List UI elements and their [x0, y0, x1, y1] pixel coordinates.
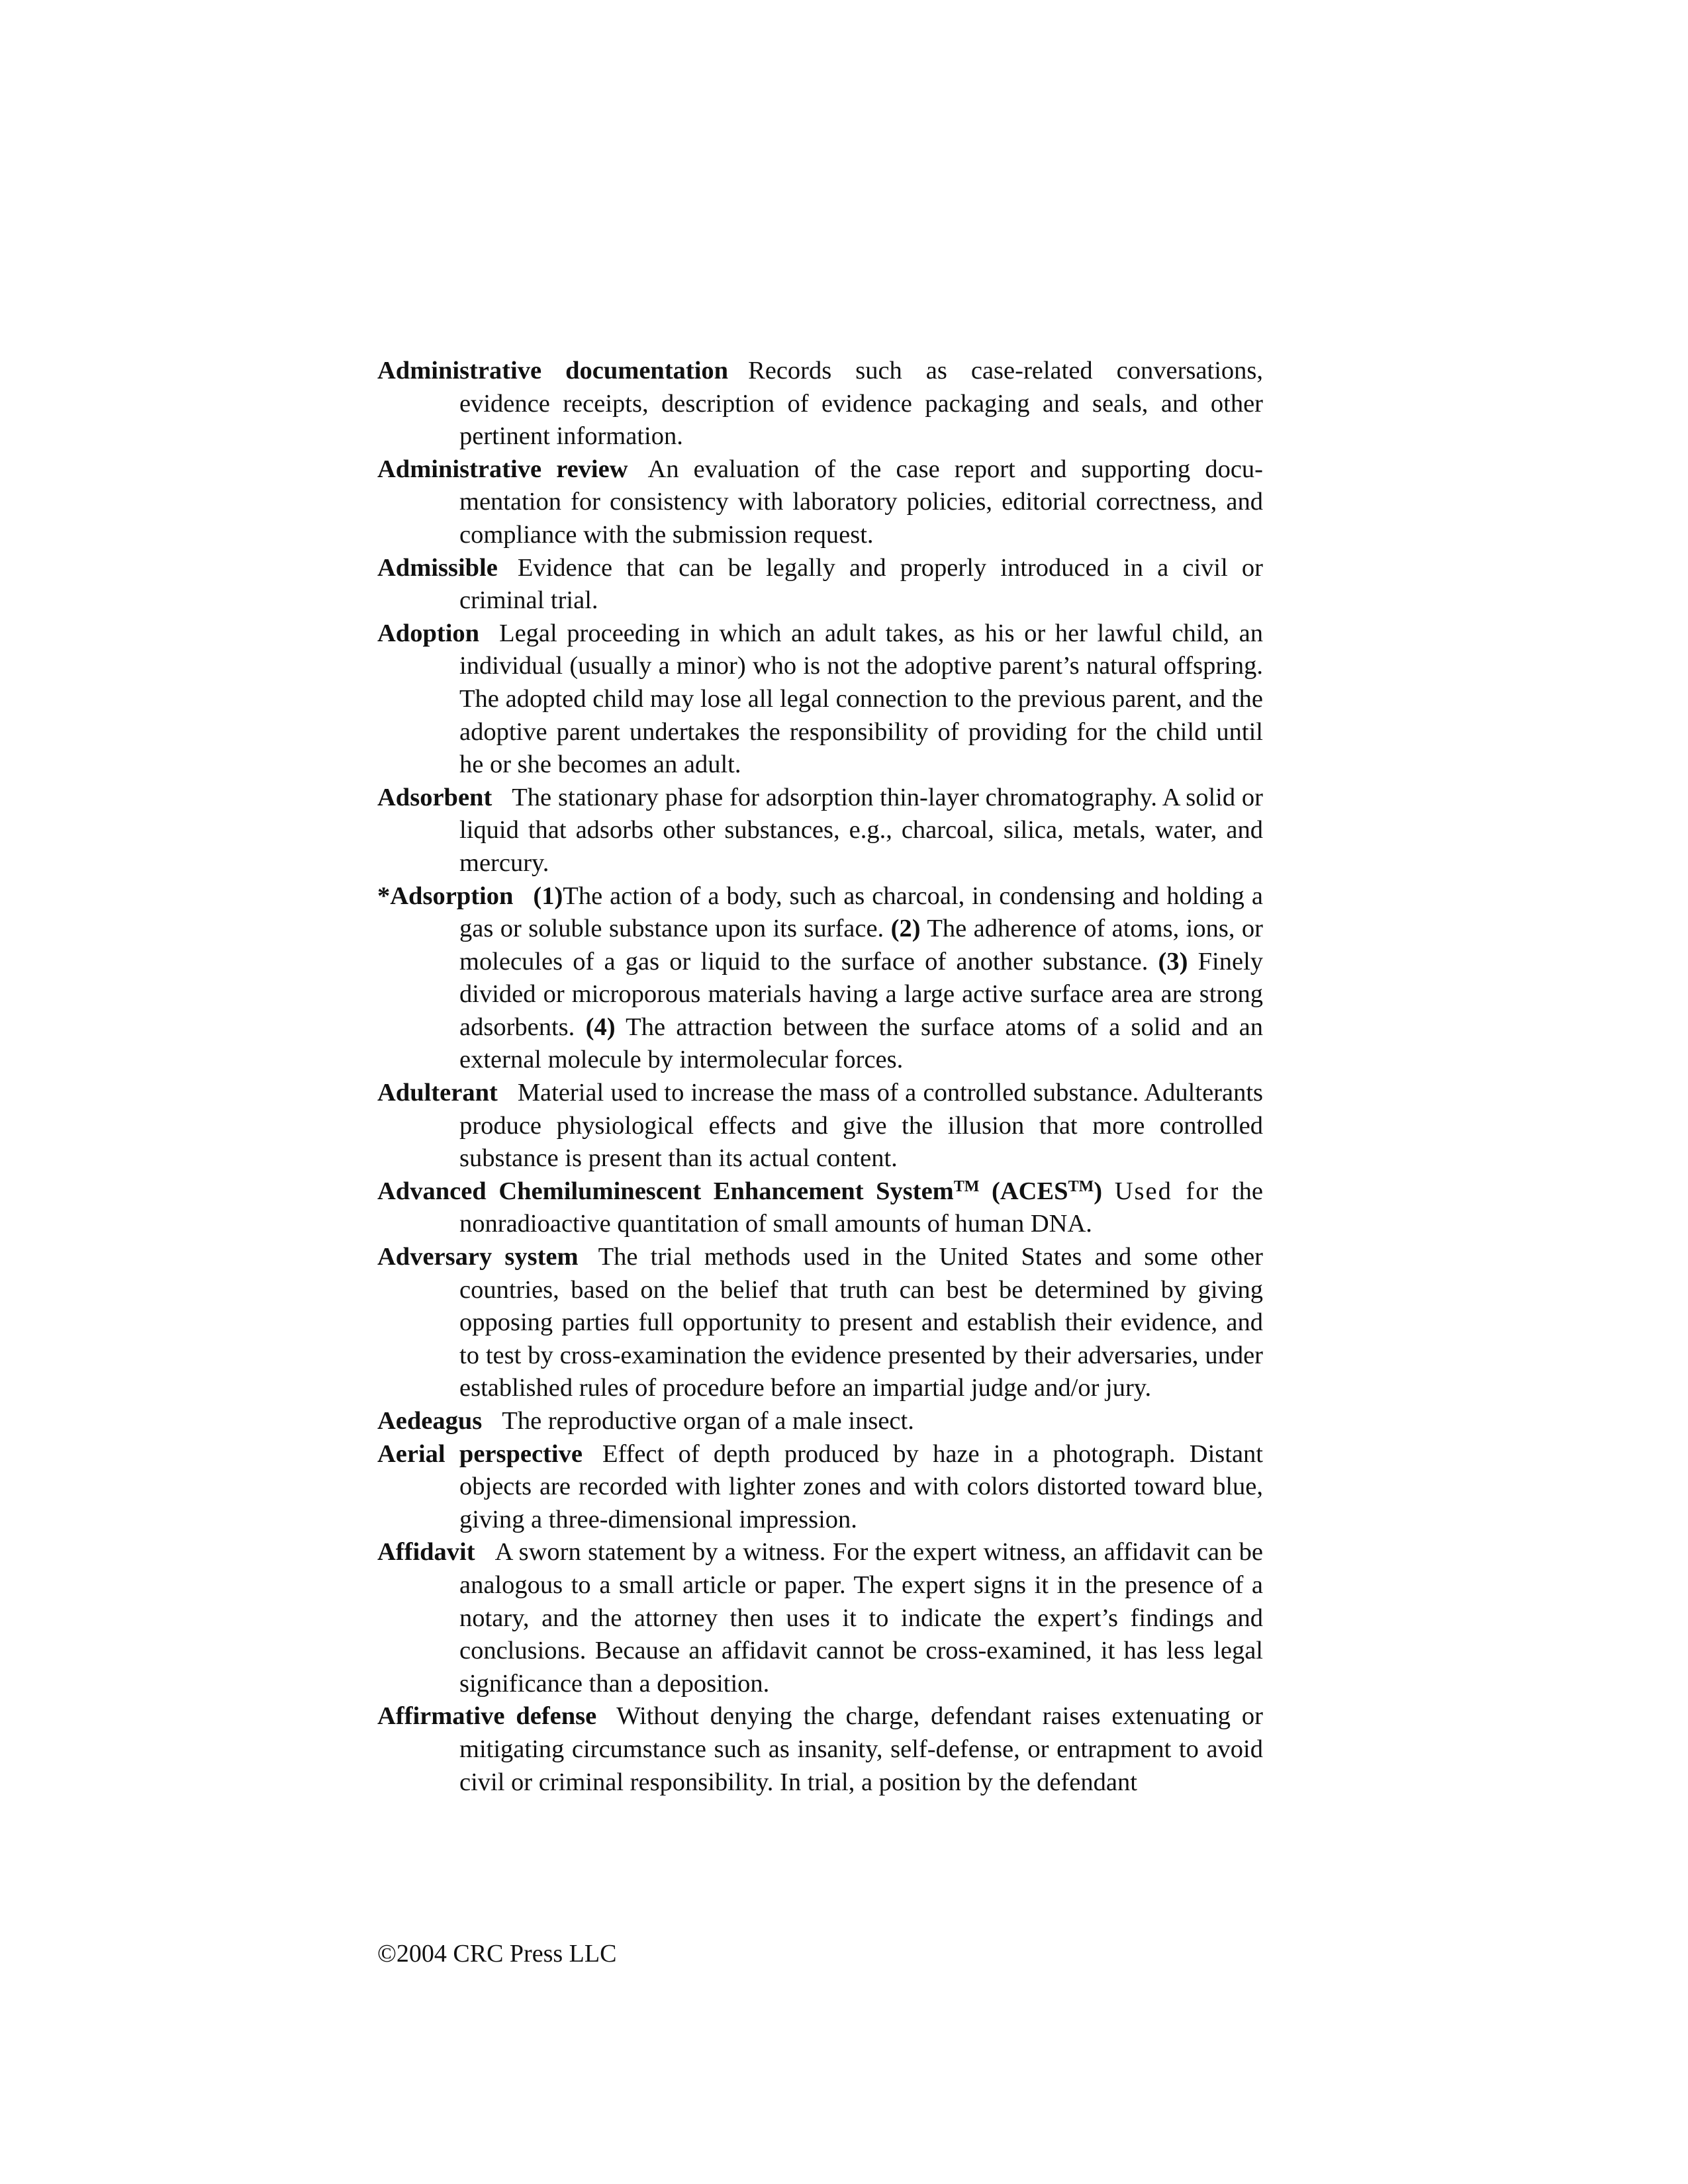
- glossary-entry: [377, 782, 1263, 880]
- entry-definition: A sworn statement by a witness. For the expert witness, an affidavit can be analogous to a small article or paper. The expert signs it in the presence of a notary, and the attorney then uses it to indicate the expert’s findings and conclusions. Because an affidavit cannot be cross-examined, it has less legal significance than a deposition.: [459, 1538, 1263, 1698]
- entry-definition: Legal proceeding in which an adult takes, as his or her lawful child, an individual (usually a minor) who is not the adoptive parent’s natural offspring. The adopted child may lose all legal connection to the previous parent, and the adoptive parent undertakes the responsibility of providing for the child until he or she becomes an adult.: [459, 619, 1263, 779]
- sense-number: (1): [533, 882, 563, 910]
- entry-term: *Adsorption: [377, 882, 514, 910]
- glossary-entry: [377, 1700, 1263, 1799]
- entry-term: Adversary system: [377, 1243, 579, 1271]
- glossary-list: [377, 355, 1263, 1799]
- entry-definition: the nonradioactive quantitation of small amounts of human DNA.: [459, 1177, 1264, 1238]
- sense-number: (2): [890, 915, 921, 943]
- glossary-entry: [377, 1175, 1263, 1241]
- glossary-entry: [377, 1241, 1263, 1405]
- entry-term: Adoption: [377, 619, 480, 647]
- glossary-entry: [377, 880, 1263, 1077]
- trademark-mark: TM: [953, 1177, 980, 1195]
- entry-definition: Evidence that can be legally and properly introduced in a civil or criminal trial.: [459, 553, 1263, 615]
- sense-text: The attraction between the surface atoms of a solid and an external molecule by intermolecular forces.: [459, 1013, 1264, 1074]
- sense-number: (3): [1158, 947, 1188, 976]
- glossary-entry: [377, 1536, 1263, 1700]
- sense-text: The action of a body, such as charcoal, in condensing and holding a gas or soluble substance upon its surface.: [459, 882, 1263, 943]
- entry-definition-lead: Used for: [1114, 1177, 1220, 1205]
- page-footer: [377, 1938, 616, 1970]
- entry-definition: An evaluation of the case report and supporting documentation for consistency with laboratory policies, editorial correctness, and compliance with the submission request.: [459, 455, 1263, 549]
- entry-definition: Records such as case-related conversations, evidence receipts, description of evidence packaging and seals, and other pertinent information.: [459, 357, 1263, 451]
- entry-term: Administrative documentation: [377, 357, 729, 385]
- entry-definition: The reproductive organ of a male insect.: [502, 1407, 914, 1435]
- entry-term: Affirmative defense: [377, 1702, 597, 1731]
- entry-term: Administrative review: [377, 455, 628, 483]
- glossary-entry: [377, 552, 1263, 617]
- entry-term: Aerial perspective: [377, 1439, 583, 1468]
- glossary-entry: [377, 1405, 1263, 1438]
- glossary-entry: [377, 1438, 1263, 1537]
- glossary-entry: [377, 1077, 1263, 1175]
- entry-definition: Material used to increase the mass of a controlled substance. Adulterants produce physiological effects and give the illusion that more controlled substance is present than its actual content.: [459, 1079, 1263, 1173]
- entry-term-part: ): [1094, 1177, 1103, 1205]
- sense-number: (4): [585, 1013, 616, 1041]
- entry-term: [377, 1177, 1102, 1205]
- copyright-notice: ©2004 CRC Press LLC: [377, 1940, 617, 1968]
- entry-term: Aedeagus: [377, 1407, 483, 1435]
- sense-text: Finely divided or microporous materials having a large active surface area are strong adsorbents.: [459, 947, 1264, 1041]
- entry-term: Admissible: [377, 553, 498, 582]
- entry-term-part: Advanced Chemiluminescent Enhancement System: [377, 1177, 954, 1205]
- entry-term: Affidavit: [377, 1538, 475, 1567]
- entry-term-part: (ACES: [979, 1177, 1068, 1205]
- glossary-entry: [377, 453, 1263, 552]
- sense-text: The adherence of atoms, ions, or molecules of a gas or liquid to the surface of another substance.: [459, 915, 1264, 976]
- glossary-entry: [377, 617, 1263, 782]
- entry-definition: Without denying the charge, defendant raises extenuating or mitigating circumstance such as insanity, self-defense, or entrapment to avoid civil or criminal responsibility. In trial, a position by the defendant: [459, 1702, 1263, 1796]
- entry-definition: The stationary phase for adsorption thin-layer chromatography. A solid or liquid that adsorbs other substances, e.g., charcoal, silica, metals, water, and mercury.: [459, 783, 1263, 877]
- glossary-entry: [377, 355, 1263, 453]
- entry-term: Adsorbent: [377, 783, 492, 811]
- entry-definition: Effect of depth produced by haze in a photograph. Distant objects are recorded with lighter zones and with colors distorted toward blue, giving a three-dimensional impression.: [459, 1439, 1263, 1533]
- entry-definition: The trial methods used in the United States and some other countries, based on the belief that truth can best be determined by giving opposing parties full opportunity to present and establish their evidence, and to test by cross-examination the evidence presented by their adversaries, under established rules of procedure before an impartial judge and/or jury.: [459, 1243, 1263, 1402]
- entry-term: Adulterant: [377, 1079, 498, 1107]
- trademark-mark: TM: [1068, 1177, 1094, 1195]
